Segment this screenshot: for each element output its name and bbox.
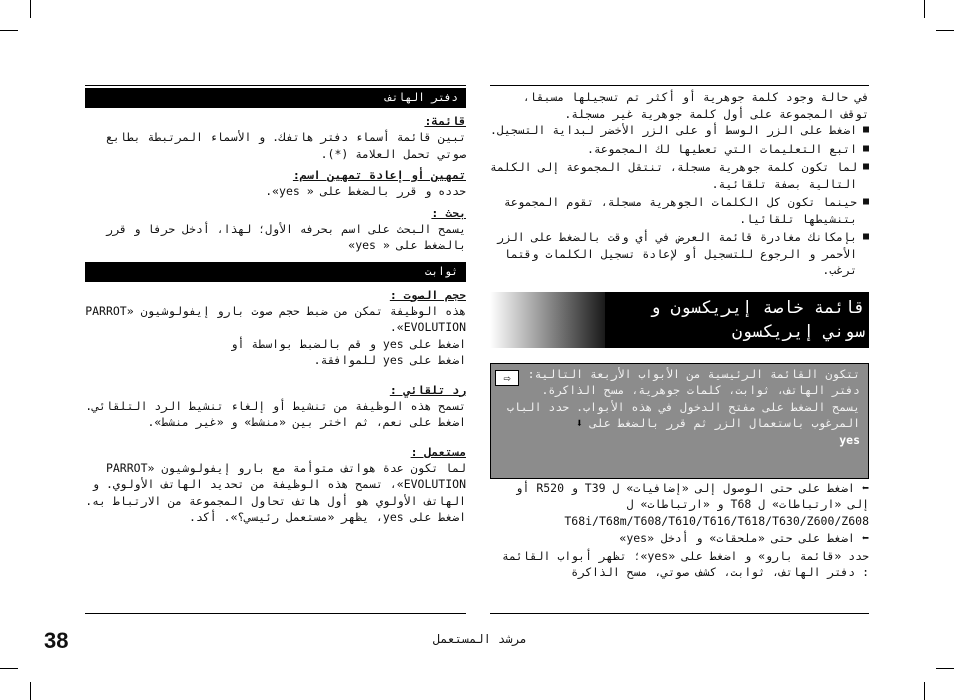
down-arrow-icon: ⬇ xyxy=(575,416,584,430)
bottom-rule xyxy=(85,613,466,614)
exit-arrow-icon: ⇨ xyxy=(495,370,519,386)
box-paragraph xyxy=(495,399,860,432)
paragraph-text: اضغط على حتى الوصول إلى «إضافيات» ل T39 و R520 أو إلى «ارتباطات» ل T68 و «ارتباطات» ل T68i/T68m/T608/T610/T616/T618/T630/Z600/Z608 xyxy=(515,480,869,528)
right-column xyxy=(490,85,869,581)
subheading-volume: حجم الصوت : xyxy=(389,287,466,302)
box-text: يسمح الضغط على مفتح الدخول في هذه الأبواب. حدد الباب المرغوب باستعمال الزر ثم قرر بالضغط على xyxy=(506,399,860,430)
paragraph: اضغط على yes، يظهر «مستعمل رئيسي؟». أكد. xyxy=(189,510,466,524)
box-paragraph: تتكون القائمة الرئيسية من الأبواب الأربعة التالية: xyxy=(527,366,860,381)
crop-mark xyxy=(0,668,18,669)
paragraph: يسمح البحث على اسم بحرفه الأول؛ لهذا، أدخل حرفا و قرر بالضغط على « yes» xyxy=(105,221,466,252)
left-arrow-icon: ⬅ xyxy=(861,480,869,495)
paragraph: تسمح هذه الوظيفة من تنشيط أو إلغاء تنشيط الرد التلقائي. xyxy=(85,398,466,413)
bullet-item: ■ بإمكانك مغادرة قائمة العرض في أي وقت بالضغط على الزر الأحمر و الرجوع للتسجيل أو لإعادة تسجيل الكلمات وقتما ترغب. xyxy=(490,229,869,279)
paragraph: اضغط على yes للموافقة. xyxy=(313,353,466,367)
subheading-autoanswer: رد تلقائي : xyxy=(389,382,466,397)
left-arrow-icon: ⬅ xyxy=(861,531,869,545)
crop-mark xyxy=(924,0,925,18)
paragraph xyxy=(490,480,869,530)
paragraph-text: اضغط على حتى «ملحقات» و أدخل «yes» xyxy=(619,531,855,545)
top-rule xyxy=(490,85,869,86)
paragraph: تبين قائمة أسماء دفتر هاتفك. و الأسماء المرتبطة بطابع صوتي تحمل العلامة (*). xyxy=(105,130,466,161)
heading-line: قائمة خاصة إيريكسون و xyxy=(650,297,865,318)
bullet-item: ■ اتبع التعليمات التي تعطيها لك المجموعة. xyxy=(490,141,869,158)
crop-mark xyxy=(0,30,18,31)
crop-mark xyxy=(936,30,954,31)
section-bar-phonebook: دفتر الهاتف xyxy=(85,88,466,108)
crop-mark xyxy=(30,682,31,700)
paragraph: حدد «قائمة بارو» و اضغط على «yes»؛ تظهر أبواب القائمة : دفتر الهاتف، ثوابت، كشف صوتي، مسح الذاكرة xyxy=(502,548,869,579)
paragraph: هذه الوظيفة تمكن من ضبط حجم صوت بارو إيفولوشيون «PARROT EVOLUTION». xyxy=(85,303,466,334)
box-paragraph: دفتر الهاتف، ثوابت، كلمات جوهرية، مسح الذاكرة. xyxy=(541,383,860,397)
crop-mark xyxy=(30,0,31,18)
page-number: 38 xyxy=(44,628,69,653)
subheading-rename: تمهين أو إعادة تمهين اسم: xyxy=(292,168,466,182)
heading-dark-panel xyxy=(605,292,869,348)
bullet-item: ■ لما تكون كلمة جوهرية مسجلة، تنتقل المجموعة إلى الكلمة التالية بصفة تلقائية. xyxy=(490,159,869,192)
paragraph: حدده و قرر بالضغط على « yes». xyxy=(265,184,466,198)
bullet-item: ■ اضغط على الزر الوسط أو على الزر الأخضر لبداية التسجيل. xyxy=(490,122,869,139)
top-rule xyxy=(85,85,466,86)
box-yes: yes xyxy=(839,432,860,447)
subheading-search: بحث : xyxy=(431,205,466,220)
paragraph: في حالة وجود كلمة جوهرية أو أكثر تم تسجيلها مسبقا، توقف المجموعة على أول كلمة جوهرية غير مسجلة. xyxy=(522,90,869,121)
info-box xyxy=(490,363,869,479)
crop-mark xyxy=(924,682,925,700)
paragraph: اضغط على نعم، ثم اختر بين «منشط» و «غير منشط». xyxy=(147,415,466,429)
paragraph xyxy=(490,530,869,547)
bottom-rule xyxy=(490,613,869,614)
heading-gradient xyxy=(490,292,605,348)
section-heading-ericsson xyxy=(490,292,869,348)
heading-line: سوني إيريكسون xyxy=(731,321,865,342)
section-bar-settings: ثوابت xyxy=(85,262,466,282)
subheading-list: قائمة: xyxy=(424,114,466,128)
subheading-user: مستعمل : xyxy=(410,444,466,459)
paragraph: اضغط على yes و قم بالضبط بواسطة أو xyxy=(230,336,466,351)
footer-title: مرشد المستعمل xyxy=(433,632,527,646)
left-column xyxy=(85,85,466,526)
bullet-item: ■ حينما تكون كل الكلمات الجوهرية مسجلة، تقوم المجموعة بتنشيطها تلقائيا. xyxy=(490,194,869,227)
paragraph: لما تكون عدة هواتف متوأمة مع بارو إيفولوشيون «PARROT EVOLUTION»، تسمح هذه الوظيفة من تحديد الهاتف الأولوي. و الهاتف الأولوي هو أول هاتف تحاول المجموعة من الارتباط به. xyxy=(85,460,466,508)
crop-mark xyxy=(936,668,954,669)
